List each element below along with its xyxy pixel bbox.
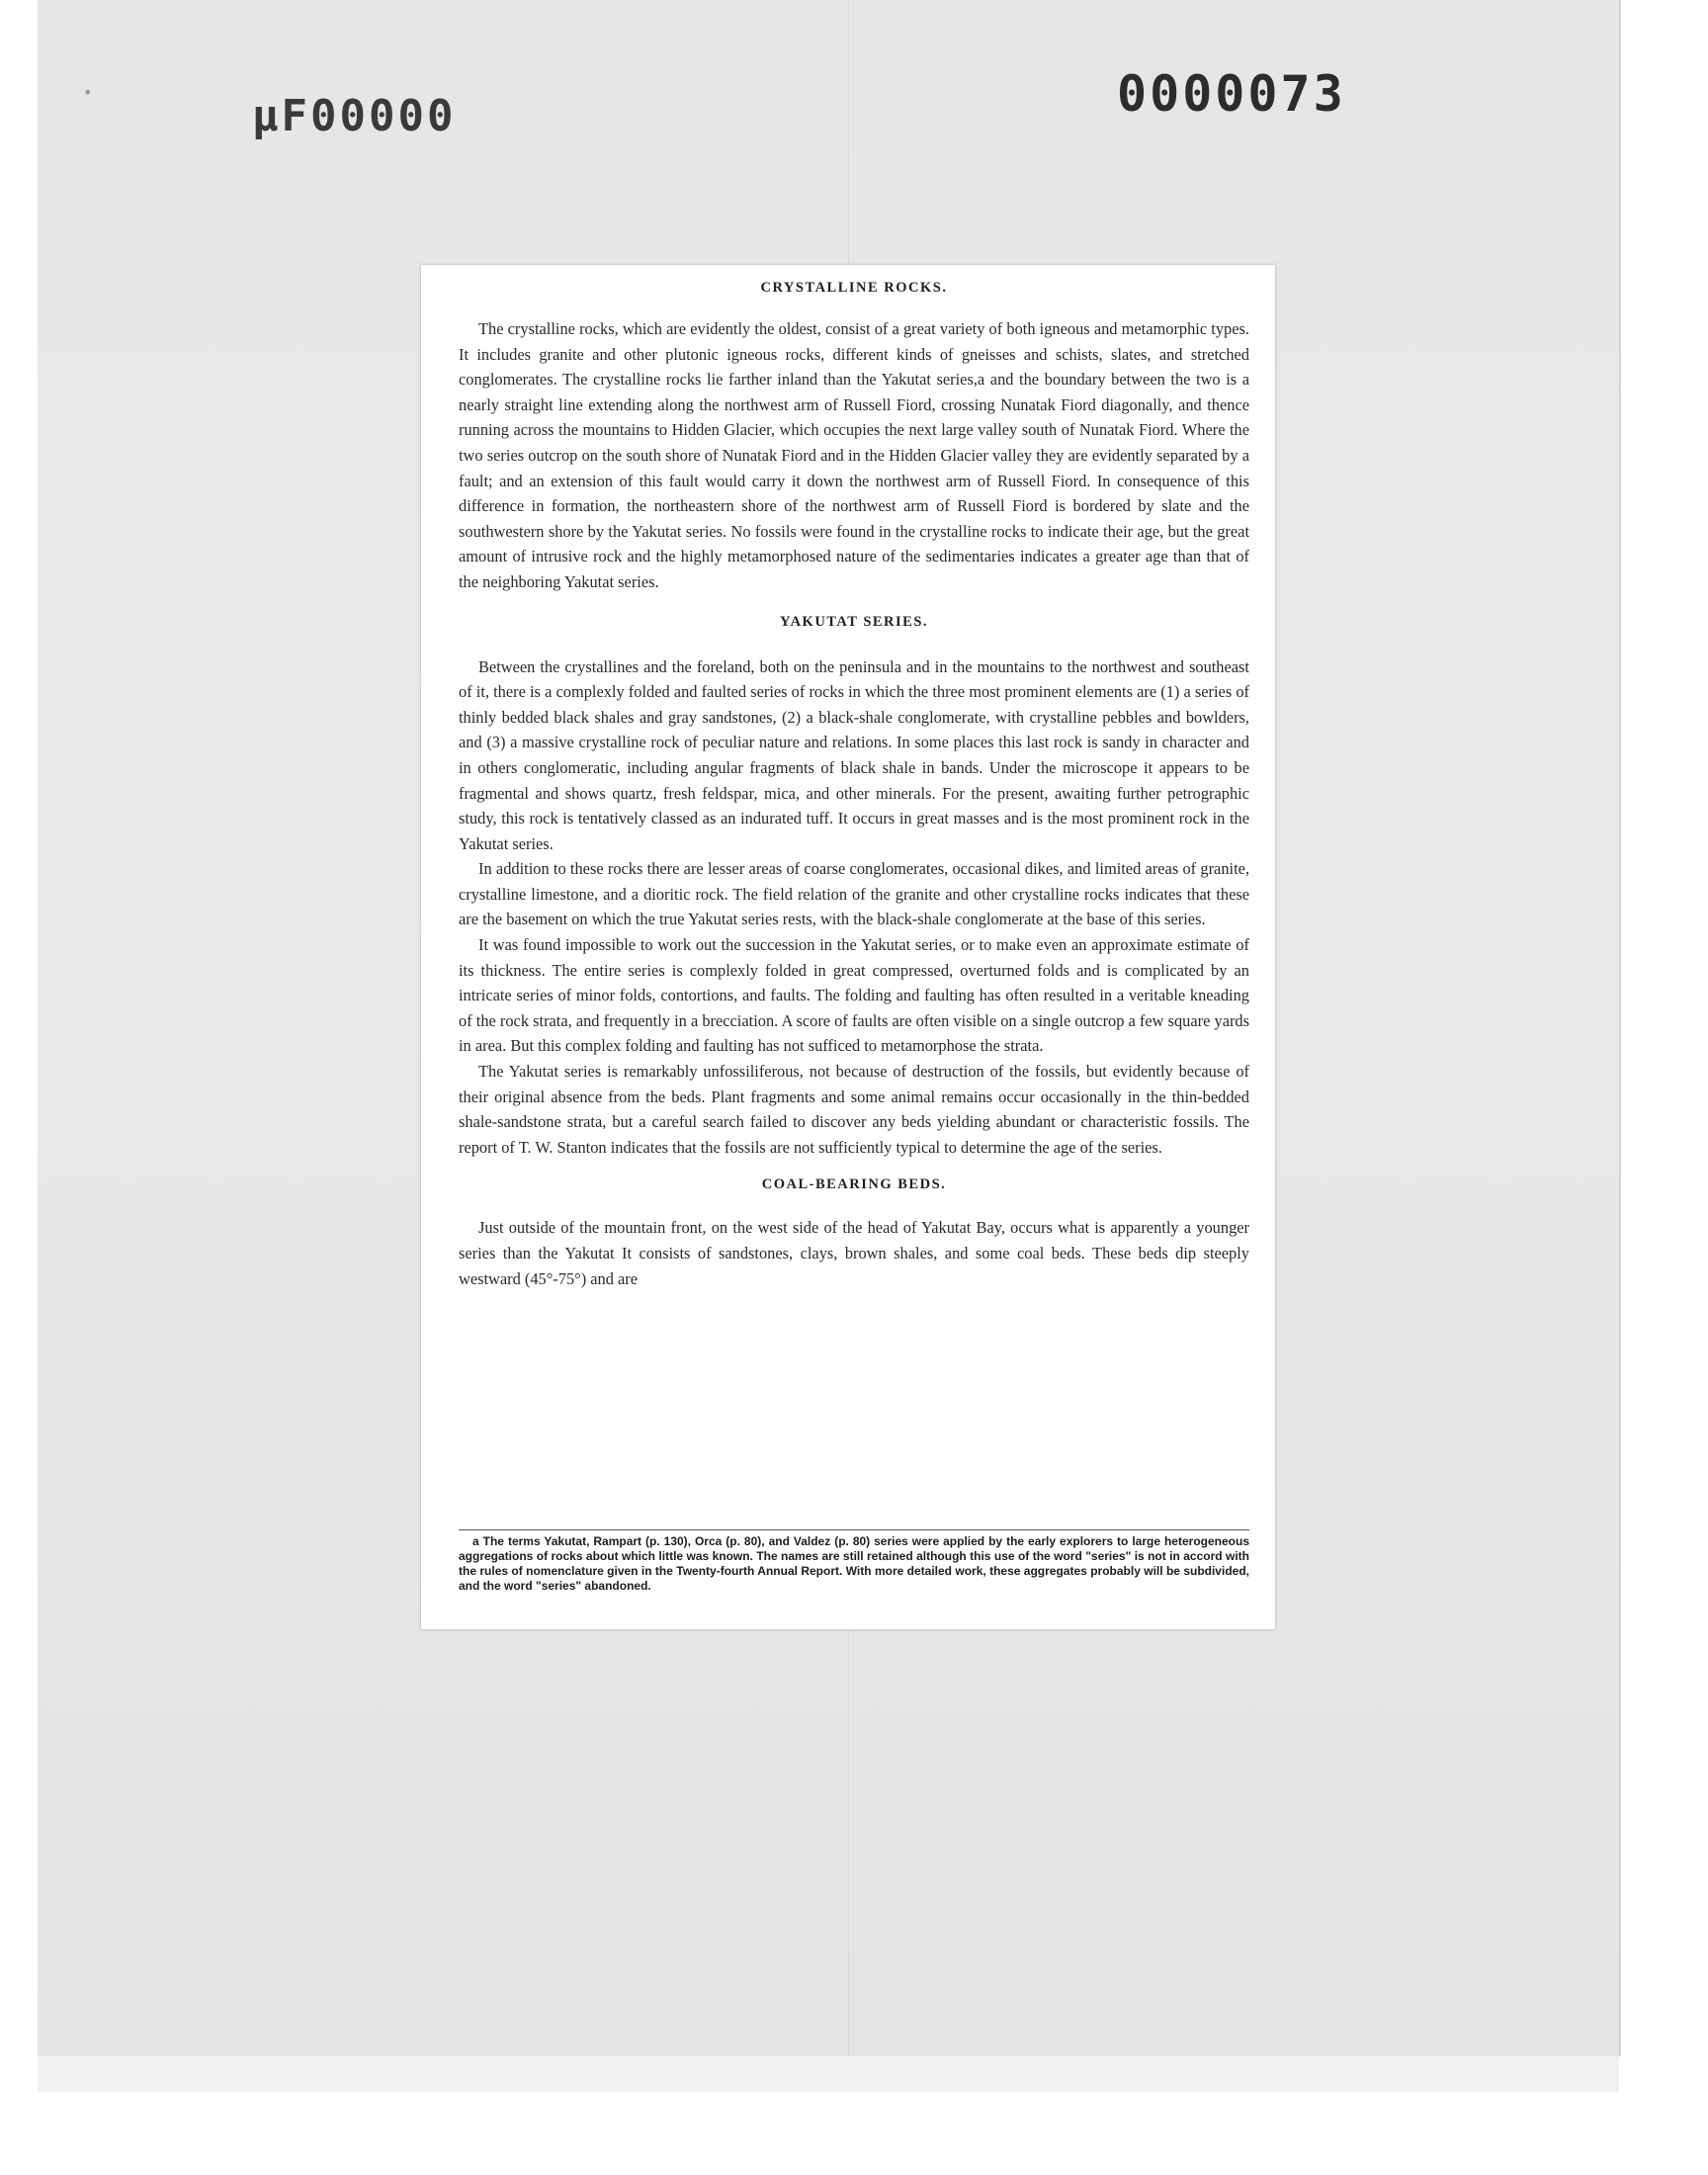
paragraph-yakutat-4: The Yakutat series is remarkably unfossiliferous, not because of destruction of the fossils, but evidently because of their original absence from the beds. Plant fragments and some animal remains occur occasionally in the thin-bedded shale-sandstone strata, but a careful search failed to discover any beds yielding abundant or characteristic fossils. The report of T. W. Stanton indicates that the fossils are not sufficiently typical to determine the age of the series. (459, 1062, 1249, 1157)
document-page (421, 265, 1275, 1629)
paragraph-yakutat-3: It was found impossible to work out the succession in the Yakutat series, or to make even an approximate estimate of its thickness. The entire series is complexly folded in great compressed, overturned folds and is complicated by an intricate series of minor folds, contortions, and faults. The folding and faulting has often resulted in a veritable kneading of the rock strata, and frequently in a brecciation. A score of faults are often visible on a single outcrop a few square yards in area. But this complex folding and faulting has not sufficed to metamorphose the strata. (459, 935, 1249, 1056)
stamp-right: 0000073 (1117, 65, 1346, 123)
paragraph-coal-bearing-1: Just outside of the mountain front, on the west side of the head of Yakutat Bay, occurs what is apparently a younger series than the Yakutat It consists of sandstones, clays, brown shales, and some coal beds. These beds dip steeply westward (45°-75°) and are (459, 1218, 1249, 1288)
section-heading-coal-bearing: COAL-BEARING BEDS. (761, 1176, 947, 1193)
section-heading-yakutat: YAKUTAT SERIES. (779, 613, 929, 630)
paragraph-crystalline-1: The crystalline rocks, which are evidently the oldest, consist of a great variety of both igneous and metamorphic types. It includes granite and other plutonic igneous rocks, different kinds of gneisses and schists, slates, and stretched conglomerates. The crystalline rocks lie farther inland than the Yakutat series,a and the boundary between the two is a nearly straight line extending along the northwest arm of Russell Fiord, crossing Nunatak Fiord diagonally, and thence running across the mountains to Hidden Glacier, which occupies the next large valley south of Nunatak Fiord. Where the two series outcrop on the south shore of Nunatak Fiord and in the Hidden Glacier valley they are evidently separated by a fault; and an extension of this fault would carry it down the northwest arm of Russell Fiord. In consequence of this difference in formation, the northeastern shore of the northwest arm of Russell Fiord is bordered by slate and the southwestern shore by the Yakutat series. No fossils were found in the crystalline rocks to indicate their age, but the great amount of intrusive rock and the highly metamorphosed nature of the sedimentaries indicates a greater age than that of the neighboring Yakutat series. (459, 319, 1249, 591)
margin-mark: • (83, 83, 93, 102)
footnote-rule (459, 1529, 1249, 1530)
scan-bottom-edge (38, 2056, 1619, 2092)
footnote: a The terms Yakutat, Rampart (p. 130), Orca (p. 80), and Valdez (p. 80) series were applied by the early explorers to large heterogeneous aggregations of rocks about which little was known. The names are still retained although this use of the word "series" is not in accord with the rules of nomenclature given in the Twenty-fourth Annual Report. With more detailed work, these aggregates probably will be subdivided, and the word "series" abandoned. (459, 1534, 1249, 1593)
paragraph-yakutat-1: Between the crystallines and the foreland, both on the peninsula and in the mountains to the northwest and southeast of it, there is a complexly folded and faulted series of rocks in which the three most prominent elements are (1) a series of thinly bedded black shales and gray sandstones, (2) a black-shale conglomerate, with crystalline pebbles and bowlders, and (3) a massive crystalline rock of peculiar nature and relations. In some places this last rock is sandy in character and in others conglomeratic, including angular fragments of black shale in bands. Under the microscope it appears to be fragmental and shows quartz, fresh feldspar, mica, and other minerals. For the present, awaiting further petrographic study, this rock is tentatively classed as an indurated tuff. It occurs in great masses and is the most prominent rock in the Yakutat series. (459, 656, 1249, 853)
paragraph-yakutat-2: In addition to these rocks there are lesser areas of coarse conglomerates, occasional dikes, and limited areas of granite, crystalline limestone, and a dioritic rock. The field relation of the granite and other crystalline rocks indicates that these are the basement on which the true Yakutat series rests, with the black-shale conglomerate at the base of this series. (459, 859, 1249, 929)
section-heading-crystalline: CRYSTALLINE ROCKS. (760, 280, 948, 296)
stamp-left: µF00000 (252, 91, 457, 141)
document-body (459, 265, 1249, 1291)
